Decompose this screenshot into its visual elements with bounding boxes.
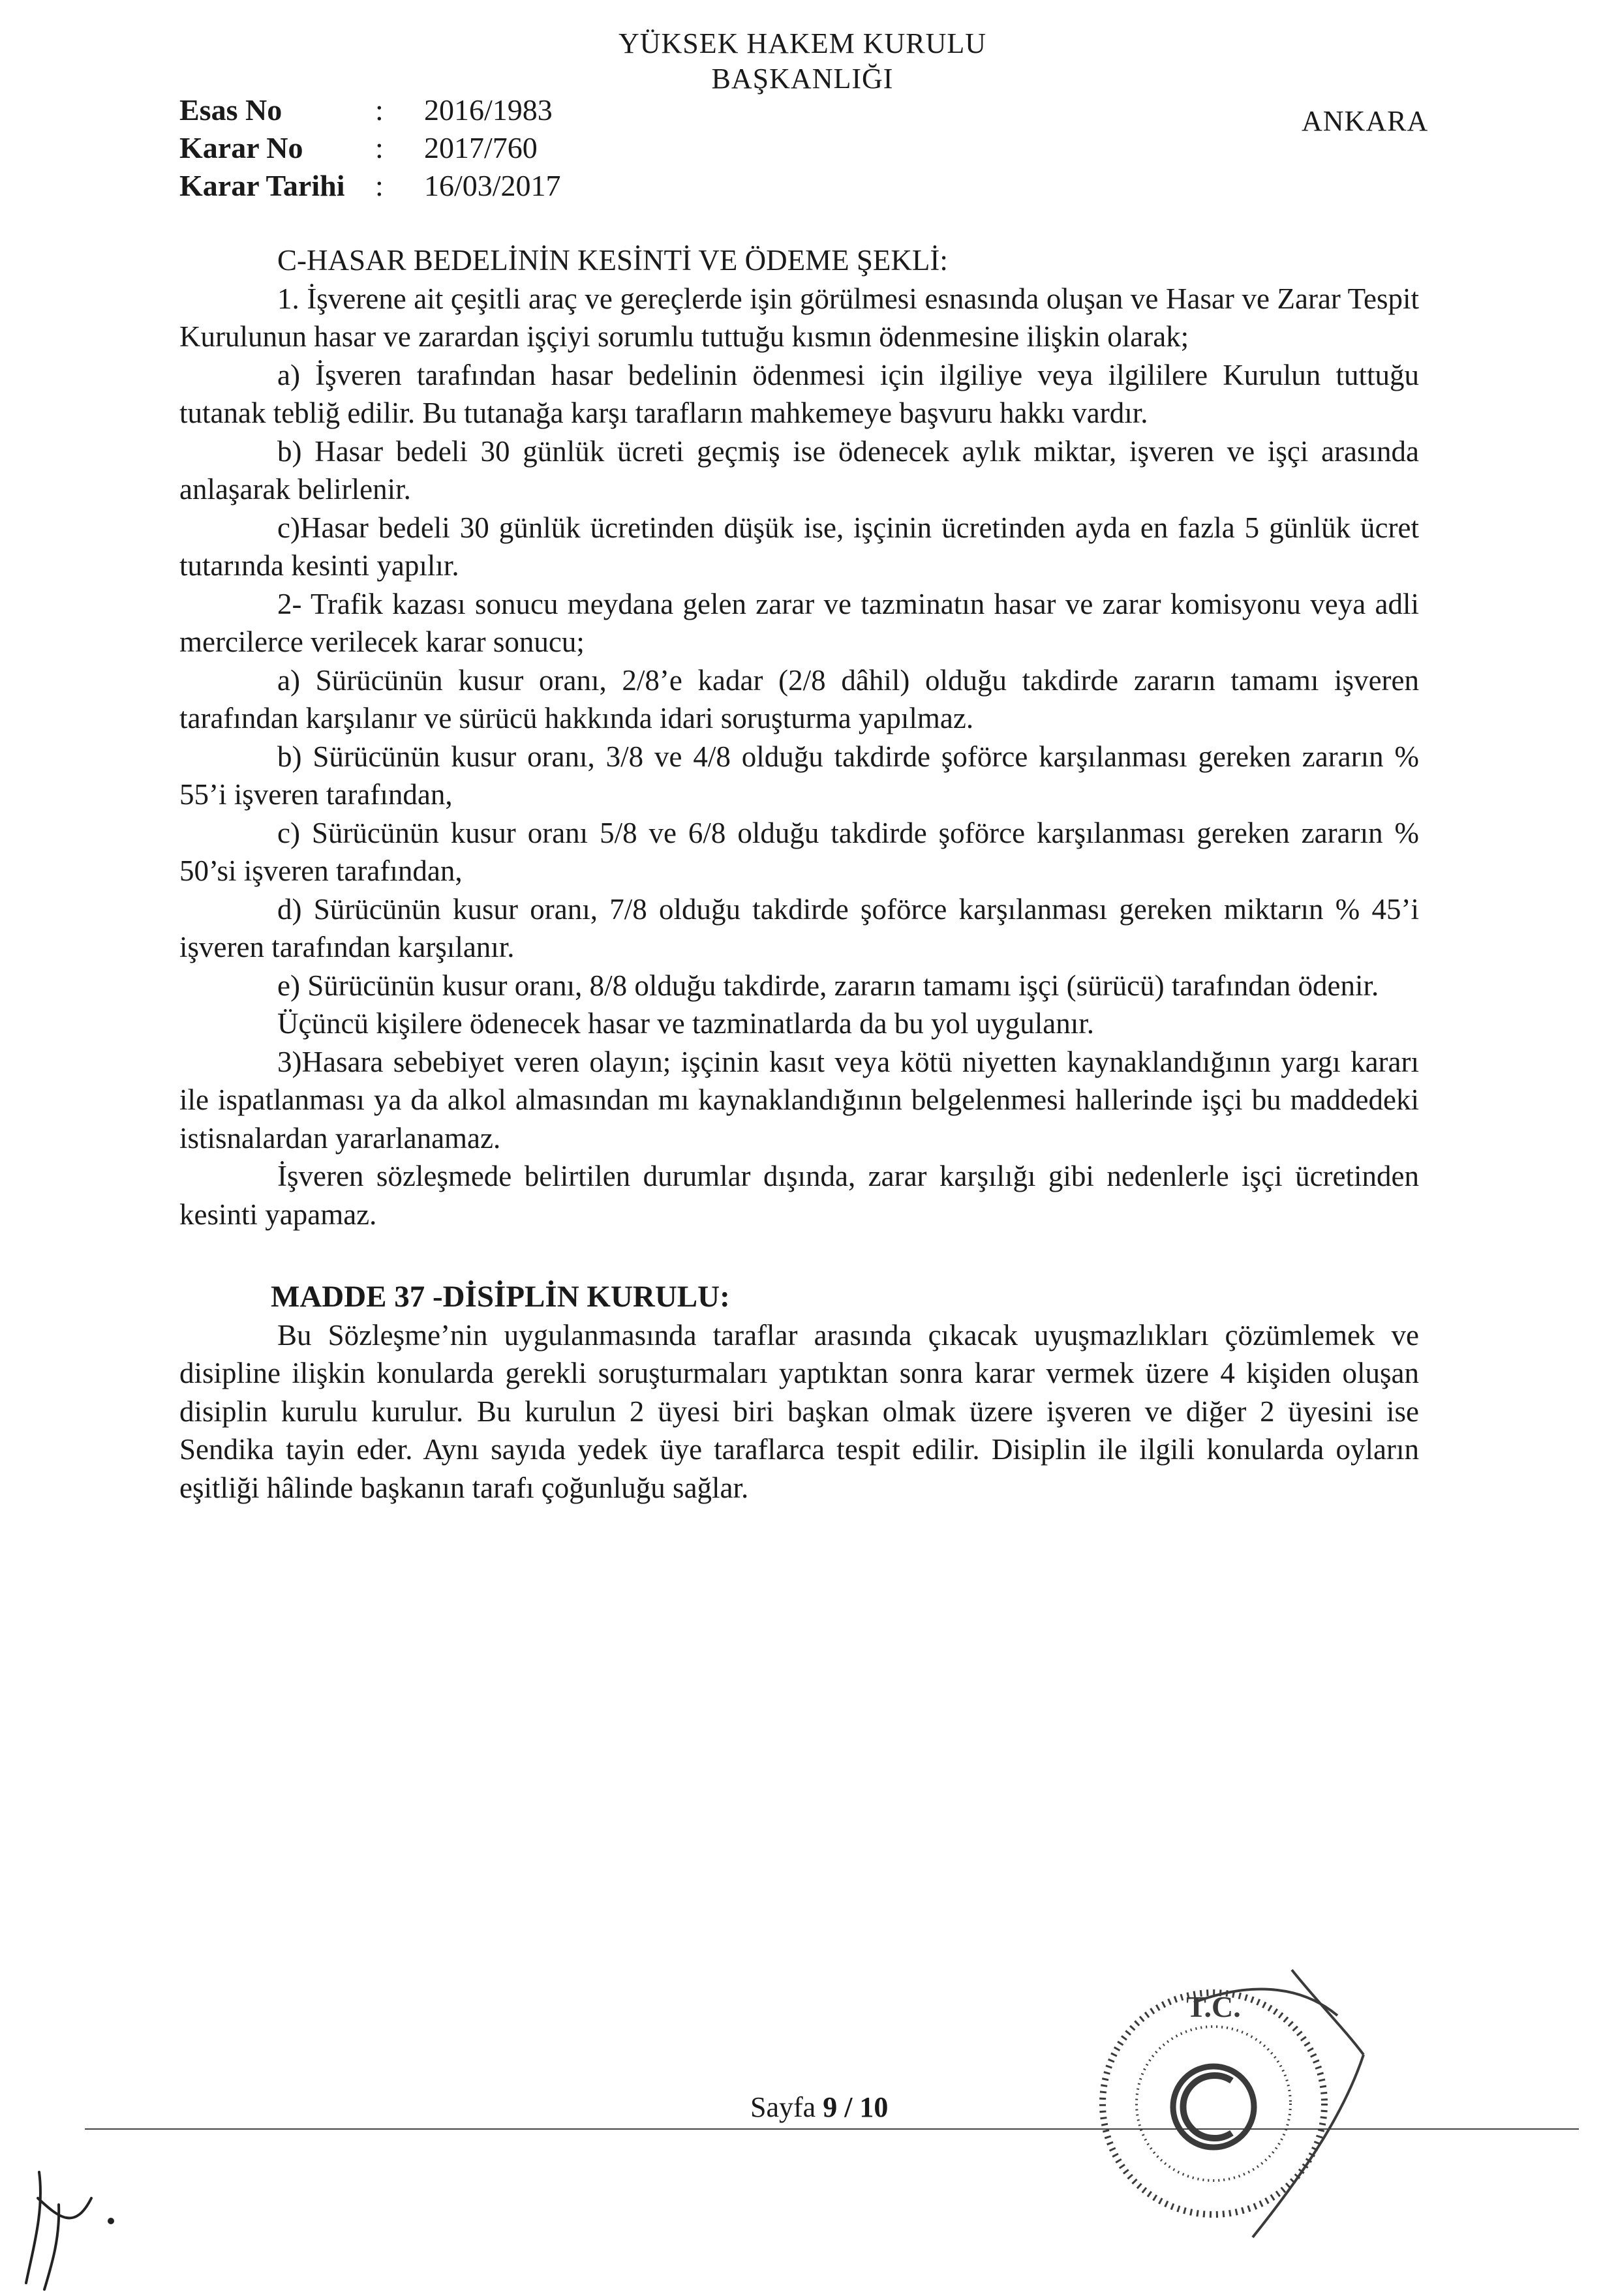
page-separator: / (844, 2091, 853, 2123)
page-number (750, 2091, 888, 2124)
esas-label: Esas No (179, 93, 282, 127)
article-37-text: Bu Sözleşme’nin uygulanmasında taraflar arasında çıkacak uyuşmazlıkları çözümlemek ve disipline ilişkin konularda gerekli soruşturmaları yaptıktan sonra karar vermek üzere 4 kişiden oluşan disiplin kurulu kurulur. Bu kurulun 2 üyesi biri başkan olmak üzere işveren ve diğer 2 üyesini ise Sendika tayin eder. Aynı sayıda yedek üye taraflarca tespit edilir. Disiplin ile ilgili konularda oyların eşitliği hâlinde başkanın tarafı çoğunluğu sağlar. (179, 1318, 1419, 1504)
esas-separator: : (375, 93, 384, 127)
document-body (179, 241, 1419, 1507)
paragraph-2d: d) Sürücünün kusur oranı, 7/8 olduğu takdirde şoförce karşılanması gereken miktarın % 45’i işveren tarafından karşılanır. (179, 892, 1419, 963)
case-meta (179, 91, 561, 205)
esas-row (179, 91, 561, 129)
page-total: 10 (859, 2091, 889, 2123)
institution-line-1: YÜKSEK HAKEM KURULU (618, 27, 987, 59)
tarih-label: Karar Tarihi (179, 169, 345, 202)
karar-label: Karar No (179, 131, 303, 164)
karar-row (179, 129, 561, 167)
article-37-heading: MADDE 37 -DİSİPLİN KURULU: (271, 1280, 730, 1314)
paragraph-1: 1. İşverene ait çeşitli araç ve gereçlerde işin görülmesi esnasında oluşan ve Hasar ve Zarar Tespit Kurulunun hasar ve zarardan işçiyi sorumlu tuttuğu kısmın ödenmesine ilişkin olarak; (179, 282, 1419, 353)
tarih-row (179, 167, 561, 205)
stamp-text: T.C. (1186, 1990, 1241, 2023)
esas-value: 2016/1983 (424, 93, 553, 127)
institution-title (509, 26, 1096, 97)
paragraph-2f: Üçüncü kişilere ödenecek hasar ve tazminatlarda da bu yol uygulanır. (277, 1007, 1095, 1040)
karar-value: 2017/760 (424, 131, 538, 164)
paragraph-2e: e) Sürücünün kusur oranı, 8/8 olduğu takdirde, zararın tamamı işçi (sürücü) tarafından ödenir. (277, 969, 1379, 1002)
tarih-value: 16/03/2017 (424, 169, 561, 202)
section-c-heading: C-HASAR BEDELİNİN KESİNTİ VE ÖDEME ŞEKLİ: (277, 244, 948, 277)
official-seal-icon (1037, 1957, 1390, 2250)
page-label: Sayfa (750, 2091, 816, 2123)
city-label: ANKARA (1302, 105, 1429, 137)
handwritten-initials-icon (13, 2159, 137, 2296)
institution-line-2: BAŞKANLIĞI (711, 63, 894, 95)
paragraph-2a: a) Sürücünün kusur oranı, 2/8’e kadar (2/8 dâhil) olduğu takdirde zararın tamamı işveren tarafından karşılanır ve sürücü hakkında idari soruşturma yapılmaz. (179, 663, 1419, 734)
paragraph-3: 3)Hasara sebebiyet veren olayın; işçinin kasıt veya kötü niyetten kaynaklandığının yargı kararı ile ispatlanması ya da alkol almasından mı kaynaklandığının belgelenmesi hallerinde işçi bu maddedeki istisnalardan yararlanamaz. (179, 1045, 1419, 1155)
page-current: 9 (823, 2091, 838, 2123)
paragraph-2c: c) Sürücünün kusur oranı 5/8 ve 6/8 olduğu takdirde şoförce karşılanması gereken zararın % 50’si işveren tarafından, (179, 816, 1419, 887)
paragraph-2: 2- Trafik kazası sonucu meydana gelen zarar ve tazminatın hasar ve zarar komisyonu veya adli mercilerce verilecek karar sonucu; (179, 587, 1419, 658)
paragraph-1c: c)Hasar bedeli 30 günlük ücretinden düşük ise, işçinin ücretinden ayda en fazla 5 günlük ücret tutarında kesinti yapılır. (179, 511, 1419, 582)
paragraph-2b: b) Sürücünün kusur oranı, 3/8 ve 4/8 olduğu takdirde şoförce karşılanması gereken zararın % 55’i işveren tarafından, (179, 740, 1419, 811)
paragraph-4: İşveren sözleşmede belirtilen durumlar dışında, zarar karşılığı gibi nedenlerle işçi ücretinden kesinti yapamaz. (179, 1160, 1419, 1231)
paragraph-1b: b) Hasar bedeli 30 günlük ücreti geçmiş ise ödenecek aylık miktar, işveren ve işçi arasında anlaşarak belirlenir. (179, 434, 1419, 506)
tarih-separator: : (375, 169, 384, 202)
karar-separator: : (375, 131, 384, 164)
paragraph-1a: a) İşveren tarafından hasar bedelinin ödenmesi için ilgiliye veya ilgililere Kurulun tuttuğu tutanak tebliğ edilir. Bu tutanağa karşı tarafların mahkemeye başvuru hakkı vardır. (179, 358, 1419, 429)
